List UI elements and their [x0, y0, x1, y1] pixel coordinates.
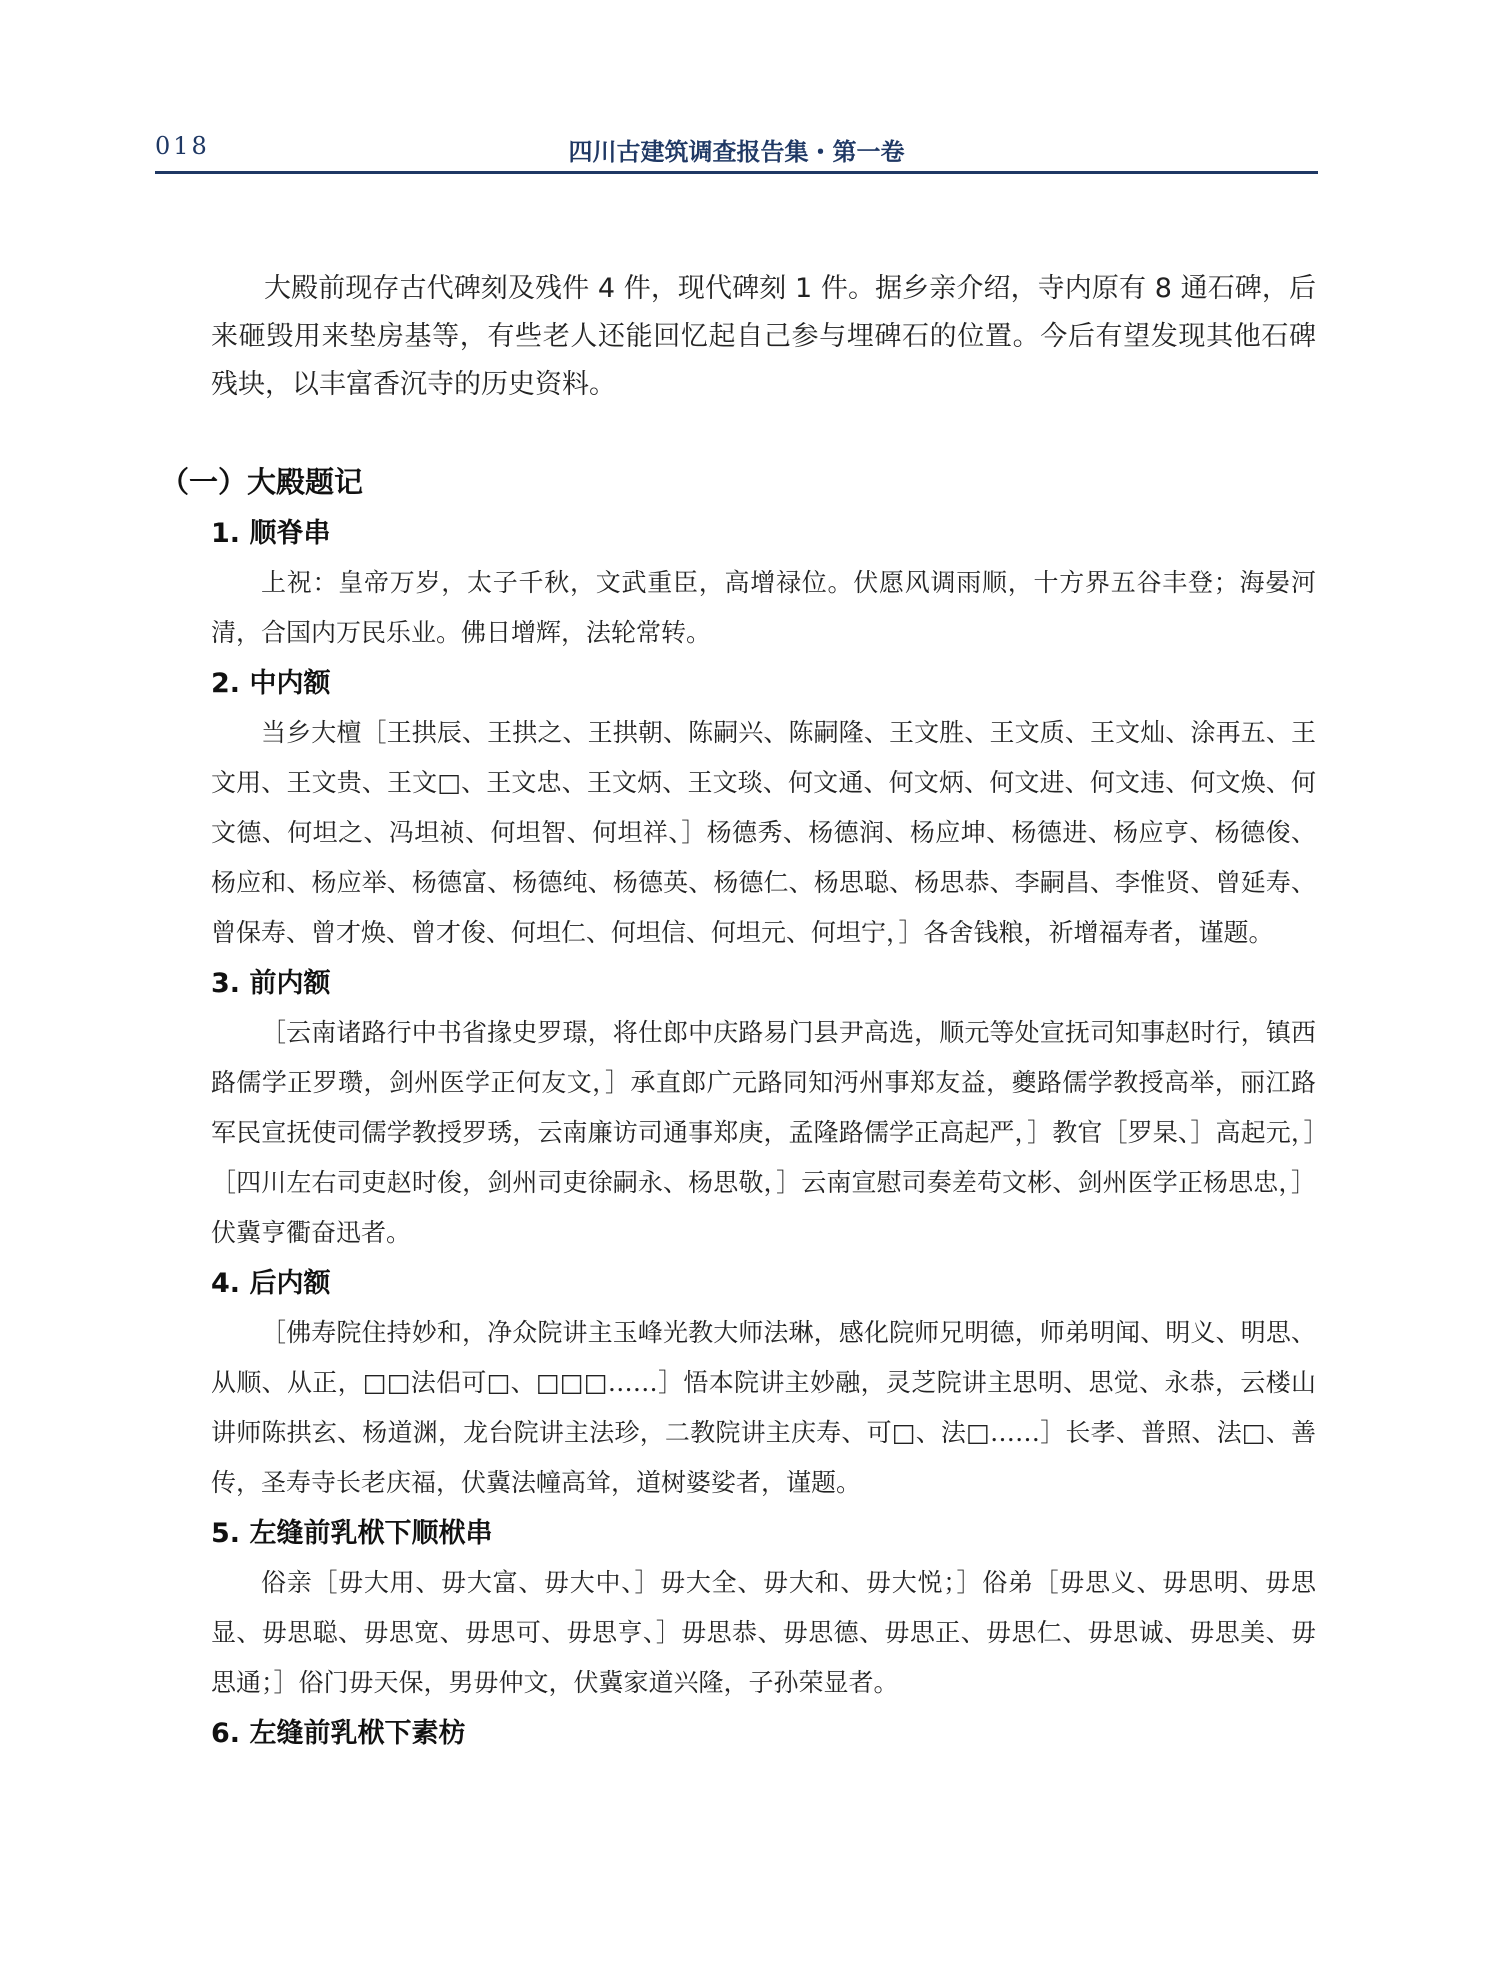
running-title: 四川古建筑调查报告集・第一卷 [568, 137, 905, 166]
entry-title: 1. 顺脊串 [211, 518, 331, 549]
entry-2 [211, 668, 1316, 958]
entry-title: 2. 中内额 [211, 668, 331, 699]
section-heading: （一）大殿题记 [160, 465, 364, 499]
entry-title: 6. 左缝前乳栿下素枋 [211, 1718, 466, 1749]
entry-title: 4. 后内额 [211, 1268, 331, 1299]
entry-6 [211, 1718, 1316, 1750]
entry-4 [211, 1268, 1316, 1508]
entry-5 [211, 1518, 1316, 1708]
entry-3 [211, 968, 1316, 1258]
intro-paragraph: 大殿前现存古代碑刻及残件 4 件，现代碑刻 1 件。据乡亲介绍，寺内原有 8 通石碑，后来砸毁用来垫房基等，有些老人还能回忆起自己参与埋碑石的位置。今后有望发现其他石碑残块，以丰富香沉寺的历史资料。 [211, 273, 1316, 400]
entry-text: 俗亲［毋大用、毋大富、毋大中、］毋大全、毋大和、毋大悦；］俗弟［毋思义、毋思明、毋思显、毋思聪、毋思宽、毋思可、毋思亨、］毋思恭、毋思德、毋思正、毋思仁、毋思诚、毋思美、毋思通；］俗门毋天保，男毋仲文，伏冀家道兴隆，子孙荣显者。 [211, 1568, 1316, 1697]
entry-text: 上祝：皇帝万岁，太子千秋，文武重臣，高增禄位。伏愿风调雨顺，十方界五谷丰登；海晏河清，合国内万民乐业。佛日增辉，法轮常转。 [211, 568, 1316, 647]
page-number: 018 [155, 132, 210, 160]
entries-list [211, 508, 1316, 1758]
entry-text: ［佛寿院住持妙和，净众院讲主玉峰光教大师法琳，感化院师兄明德，师弟明闻、明义、明思、从顺、从正，□□法侣可□、□□□……］悟本院讲主妙融，灵芝院讲主思明、思觉、永恭，云楼山讲师陈拱玄、杨道渊，龙台院讲主法珍，二教院讲主庆寿、可□、法□……］长孝、普照、法□、善传，圣寿寺长老庆福，伏冀法幢高耸，道树婆娑者，谨题。 [211, 1318, 1316, 1497]
page-header [155, 128, 1318, 176]
entry-title: 3. 前内额 [211, 968, 331, 999]
intro-block [211, 265, 1316, 409]
entry-1 [211, 518, 1316, 658]
entry-text: 当乡大檀［王拱辰、王拱之、王拱朝、陈嗣兴、陈嗣隆、王文胜、王文质、王文灿、涂再五、王文用、王文贵、王文□、王文忠、王文炳、王文琰、何文通、何文炳、何文进、何文违、何文焕、何文德、何坦之、冯坦祯、何坦智、何坦祥、］杨德秀、杨德润、杨应坤、杨德进、杨应亨、杨德俊、杨应和、杨应举、杨德富、杨德纯、杨德英、杨德仁、杨思聪、杨思恭、李嗣昌、李惟贤、曾延寿、曾保寿、曾才焕、曾才俊、何坦仁、何坦信、何坦元、何坦宁，］各舍钱粮，祈增福寿者，谨题。 [211, 718, 1316, 947]
entry-title: 5. 左缝前乳栿下顺栿串 [211, 1518, 493, 1549]
header-rule [155, 171, 1318, 174]
entry-text: ［云南诸路行中书省掾史罗璟，将仕郎中庆路易门县尹高选，顺元等处宣抚司知事赵时行，镇西路儒学正罗瓒，剑州医学正何友文，］承直郎广元路同知沔州事郑友益，夔路儒学教授高举，丽江路军民宣抚使司儒学教授罗琇，云南廉访司通事郑庚，孟隆路儒学正高起严，］教官［罗杲、］高起元，］［四川左右司吏赵时俊，剑州司吏徐嗣永、杨思敬，］云南宣慰司奏差苟文彬、剑州医学正杨思忠，］伏冀亨衢奋迅者。 [211, 1018, 1316, 1247]
